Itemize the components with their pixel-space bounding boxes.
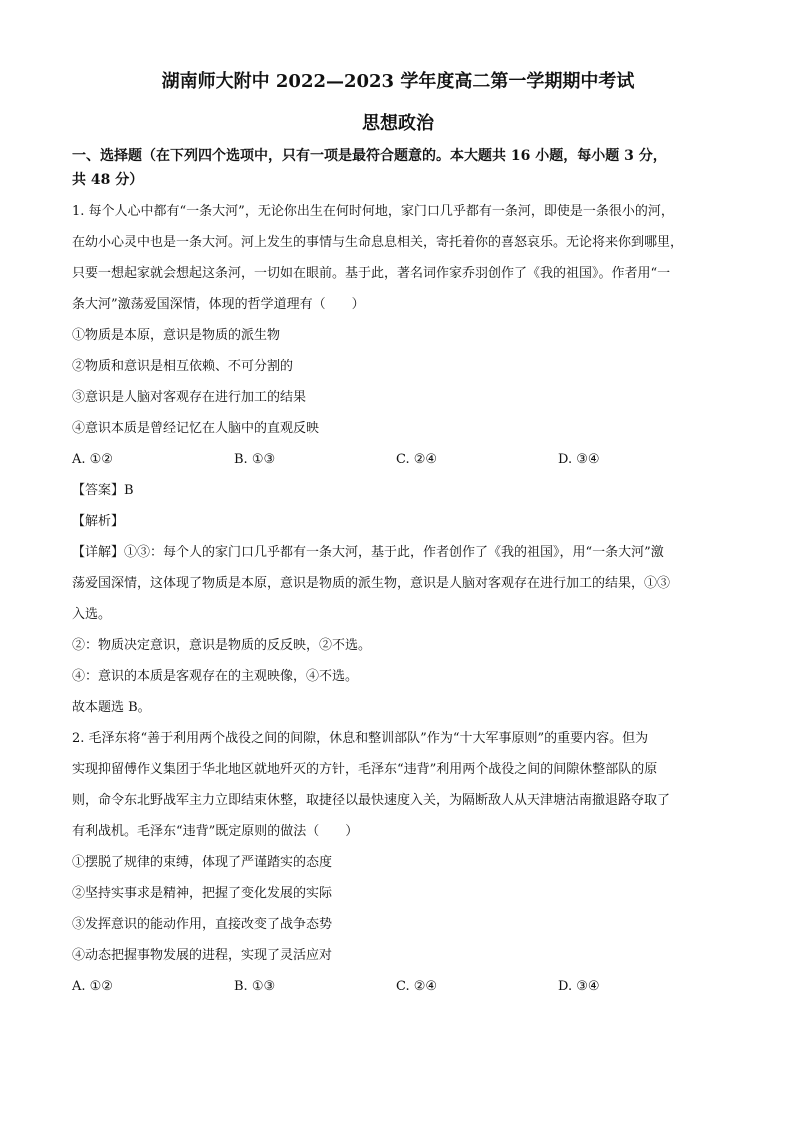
detail-line: ④：意识的本质是客观存在的主观映像，④不选。 (72, 669, 359, 684)
question-2 (72, 723, 724, 1002)
statement-item: ②物质和意识是相互依赖、不可分割的 (72, 359, 294, 374)
statement-item: ③意识是人脑对客观存在进行加工的结果 (72, 390, 307, 405)
option-b: B. ①③ (234, 979, 276, 994)
answer-line (72, 475, 724, 506)
section-heading (72, 144, 724, 192)
question-1 (72, 196, 724, 723)
exam-title: 湖南师大附中 2022—2023 学年度高二第一学期期中考试 (161, 71, 635, 92)
option-d: D. ③④ (558, 979, 600, 994)
question-stem-line: 则，命令东北野战军主力立即结束休整，取捷径以最快速度入关，为隔断敌人从天津塘沽南撤退路夺取了 (72, 793, 671, 808)
option-d: D. ③④ (558, 452, 600, 467)
statement-item: ②坚持实事求是精神，把握了变化发展的实际 (72, 886, 333, 901)
detail-line: 故本题选 B。 (72, 700, 151, 715)
answer-label: 【答案】 (72, 483, 125, 498)
detail-line: 入选。 (72, 607, 112, 622)
detail-line: 【详解】①③：每个人的家门口几乎都有一条大河，基于此，作者创作了《我的祖国》，用“一条大河”激 (72, 545, 664, 560)
question-stem-line: 1. 每个人心中都有“一条大河”，无论你出生在何时何地，家门口几乎都有一条河，即使是一条很小的河， (72, 204, 674, 219)
exam-page (72, 68, 724, 1002)
statement-item: ③发挥意识的能动作用，直接改变了战争态势 (72, 917, 333, 932)
section-heading-line: 一、选择题（在下列四个选项中，只有一项是最符合题意的。本大题共 16 小题，每小题 3 分， (72, 148, 667, 164)
section-heading-line: 共 48 分） (72, 172, 144, 188)
analysis-label: 【解析】 (72, 514, 125, 529)
option-b: B. ①③ (234, 452, 276, 467)
question-stem-line: 条大河”激荡爱国深情，体现的哲学道理有（ ） (72, 297, 365, 312)
subject-title: 思想政治 (362, 113, 434, 134)
question-stem-line: 有利战机。毛泽东“违背”既定原则的做法（ ） (72, 824, 359, 839)
option-c: C. ②④ (396, 452, 438, 467)
question-stem-line: 在幼小心灵中也是一条大河。河上发生的事情与生命息息相关，寄托着你的喜怒哀乐。无论将来你到哪里， (72, 235, 684, 250)
option-a: A. ①② (72, 979, 113, 994)
answer-options (72, 971, 724, 1002)
question-stem-line: 只要一想起家就会想起这条河，一切如在眼前。基于此，著名词作家乔羽创作了《我的祖国》。作者用“一 (72, 266, 671, 281)
statement-item: ④意识本质是曾经记忆在人脑中的直观反映 (72, 421, 320, 436)
option-c: C. ②④ (396, 979, 438, 994)
option-a: A. ①② (72, 452, 113, 467)
statement-item: ①物质是本原，意识是物质的派生物 (72, 328, 281, 343)
answer-options (72, 444, 724, 475)
question-stem-line: 实现抑留傅作义集团于华北地区就地歼灭的方针，毛泽东“违背”利用两个战役之间的间隙休整部队的原 (72, 762, 658, 777)
statement-item: ④动态把握事物发展的进程，实现了灵活应对 (72, 948, 333, 963)
answer-value: B (124, 483, 134, 498)
statement-item: ①摆脱了规律的束缚，体现了严谨踏实的态度 (72, 855, 333, 870)
question-stem-line: 2. 毛泽东将“善于利用两个战役之间的间隙，休息和整训部队”作为“十大军事原则”的重要内容。但为 (72, 731, 649, 746)
detail-line: 荡爱国深情，这体现了物质是本原，意识是物质的派生物，意识是人脑对客观存在进行加工的结果，①③ (72, 576, 671, 591)
detail-line: ②：物质决定意识，意识是物质的反反映，②不选。 (72, 638, 372, 653)
